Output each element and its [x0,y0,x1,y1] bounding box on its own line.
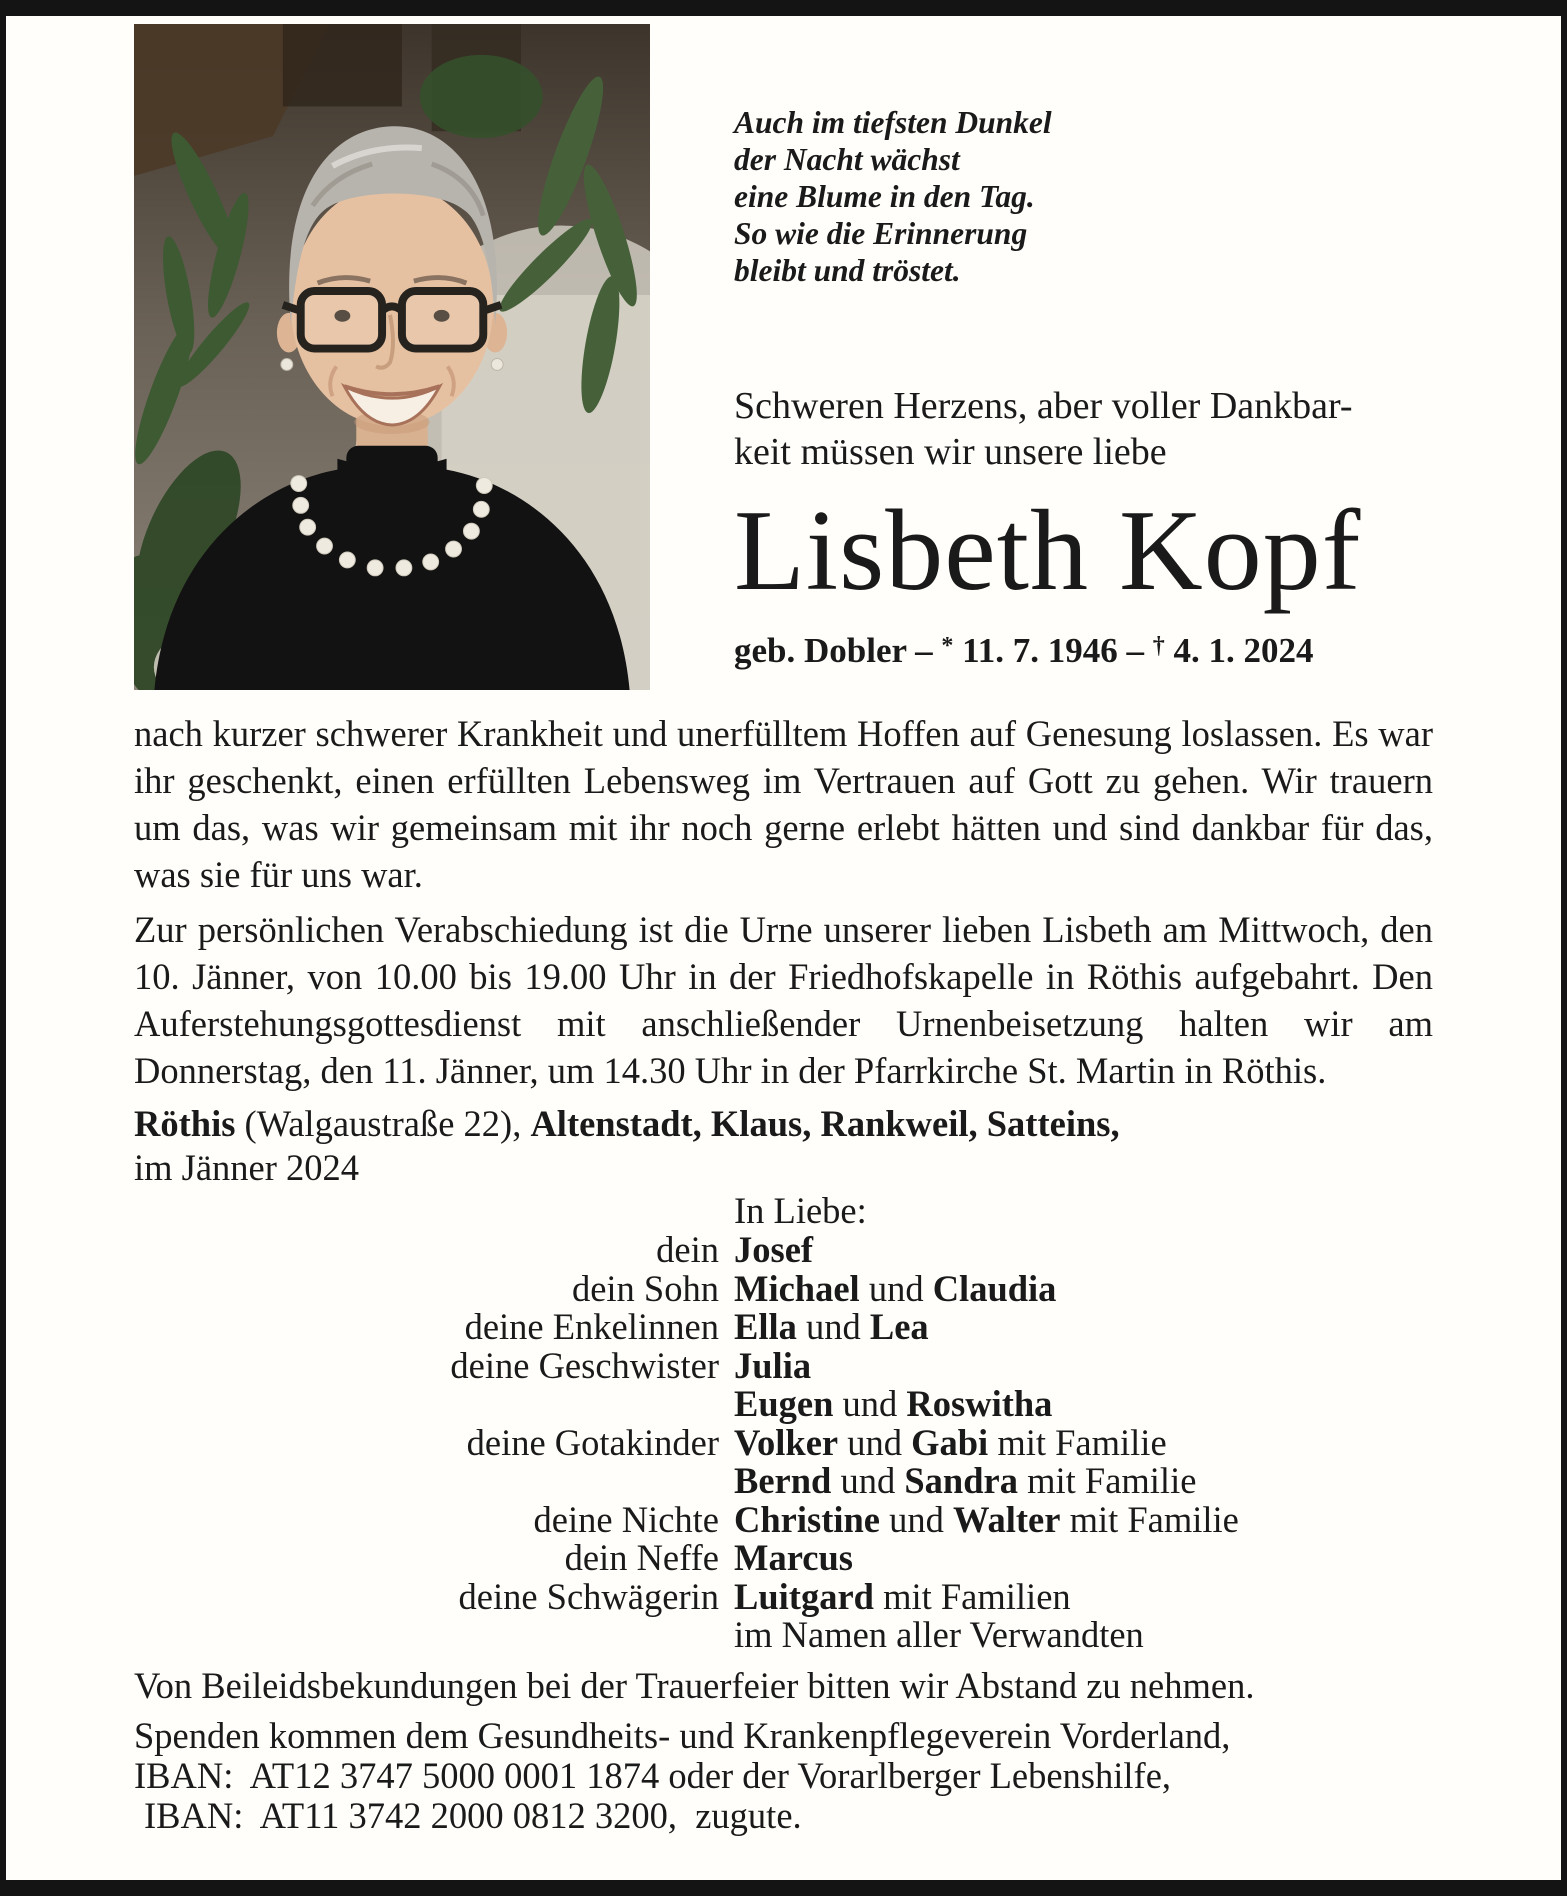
family-relation-label: deine Schwägerin [458,1575,719,1617]
family-suffix: mit Familie [1060,1498,1239,1540]
poem-line: bleibt und tröstet. [734,253,961,288]
family-relation-label: dein Sohn [571,1267,719,1309]
paragraph-service: Zur persönlichen Verabschiedung ist die Urne unserer lieben Lisbeth am Mittwoch, den 10. Jänner, von 10.00 bis 19.00 Uhr in der Friedhofskapelle in Röthis aufgebahrt. Den Auferstehungsgottesdienst mit anschließender Urnenbeisetzung halten wir am Donnerstag, den 11. Jänner, um 14.30 Uhr in der Pfarrkirche St. Martin in Röthis. [134,909,1433,1091]
portrait-photo [134,24,650,690]
family-name-second: Lea [869,1306,929,1347]
family-conjunction: und [796,1306,870,1347]
family-row [134,1385,1433,1424]
family-name-first: Josef [734,1229,814,1270]
family-name-first: Luitgard [734,1575,874,1617]
family-row [134,1421,1433,1463]
family-name-first: Julia [734,1344,812,1386]
family-conjunction: und [838,1421,912,1463]
family-suffix: mit Familie [988,1421,1167,1463]
location-line [134,1102,1433,1190]
family-suffix: mit Familie [1017,1460,1197,1501]
closing-salutation: In Liebe: [734,1190,867,1231]
family-relation-label [134,1462,719,1501]
family-conjunction: und [880,1498,953,1540]
donation-iban-line: IBAN: AT11 3742 2000 0812 3200, zugute. [144,1794,802,1836]
family-relation-label: deine Enkelinnen [464,1306,719,1347]
memorial-poem [734,104,1433,289]
family-name-second: Walter [953,1498,1061,1540]
family-name-first: Bernd [734,1460,832,1501]
family-relation-label: dein [656,1229,719,1270]
family-relation-label [134,1616,719,1655]
family-row [134,1308,1433,1347]
family-conjunction: und [831,1460,905,1501]
family-row [134,1539,1433,1578]
family-names [734,1344,812,1386]
location-address: (Walgaustraße 22), [235,1103,531,1144]
family-relation-label: deine Gotakinder [466,1421,719,1463]
life-dates [734,631,1433,671]
family-relation-label: dein Neffe [564,1537,719,1578]
paragraph-illness: nach kurzer schwerer Krankheit und unerfülltem Hoffen auf Genesung loslassen. Es war ihr geschenkt, einen erfüllten Lebensweg im Vertrauen auf Gott zu gehen. Wir trauern um das, was wir gemeinsam mit ihr noch gerne erlebt hätten und sind dankbar für das, was sie für uns war. [134,713,1433,895]
family-name-first: Ella [734,1306,797,1347]
portrait-illustration [134,24,650,690]
death-date: 4. 1. 2024 [1173,631,1314,670]
family-conjunction: und [833,1383,907,1424]
family-name-first: Eugen [734,1383,834,1424]
family-names [734,1421,1167,1463]
family-row [134,1498,1433,1540]
birth-symbol: * [941,633,954,659]
intro-text [734,383,1433,475]
family-names [734,1498,1239,1540]
location-place: Röthis [134,1103,236,1144]
deceased-name: Lisbeth Kopf [734,487,1362,615]
death-symbol: † [1152,633,1165,659]
family-row [134,1344,1433,1386]
family-names [734,1539,853,1578]
donation-iban-line: IBAN: AT12 3747 5000 0001 1874 oder der Vorarlberger Lebenshilfe, [134,1754,1172,1796]
family-suffix: im Namen aller Verwandten [734,1614,1144,1655]
family-list [134,1231,1433,1655]
family-row [134,1462,1433,1501]
location-date: im Jänner 2024 [134,1147,360,1188]
family-names [734,1231,813,1270]
family-name-second: Roswitha [906,1383,1053,1424]
header-section [134,16,1433,696]
poem-line: Auch im tiefsten Dunkel [734,105,1052,140]
family-name-second: Claudia [932,1267,1057,1309]
birth-date: 11. 7. 1946 – [962,631,1144,670]
family-name-second: Sandra [904,1460,1018,1501]
family-name-first: Volker [734,1421,839,1463]
header-text-column [734,16,1433,671]
family-relation-label [134,1385,719,1424]
family-row [134,1267,1433,1309]
intro-line: keit müssen wir unsere liebe [734,431,1167,473]
family-name-first: Marcus [734,1537,853,1578]
family-conjunction: und [859,1267,933,1309]
intro-line: Schweren Herzens, aber voller Dankbar- [734,385,1353,427]
family-name-first: Michael [734,1267,860,1309]
family-names [734,1267,1057,1309]
family-relation-label: deine Geschwister [450,1344,719,1386]
location-towns [134,1102,1433,1146]
location-towns-bold: Altenstadt, Klaus, Rankweil, Satteins, [530,1103,1120,1144]
family-names [734,1575,1071,1617]
family-name-second: Gabi [911,1421,989,1463]
family-row [134,1231,1433,1270]
family-relation-label: deine Nichte [533,1498,719,1540]
condolence-note: Von Beileidsbekundungen bei der Trauerfeier bitten wir Abstand zu nehmen. [134,1664,1255,1706]
family-names [734,1385,1052,1424]
family-row [134,1616,1433,1655]
family-name-first: Christine [734,1498,880,1540]
family-suffix: mit Familien [873,1575,1071,1617]
family-row [134,1575,1433,1617]
family-names [734,1308,929,1347]
family-names [734,1616,1144,1655]
family-names [734,1462,1196,1501]
poem-line: der Nacht wächst [734,142,960,177]
poem-line: eine Blume in den Tag. [734,179,1035,214]
donation-note [134,1716,1433,1836]
maiden-name: geb. Dobler – [734,631,933,670]
poem-line: So wie die Erinnerung [734,216,1028,251]
donation-line: Spenden kommen dem Gesundheits- und Krankenpflegeverein Vorderland, [134,1714,1231,1756]
